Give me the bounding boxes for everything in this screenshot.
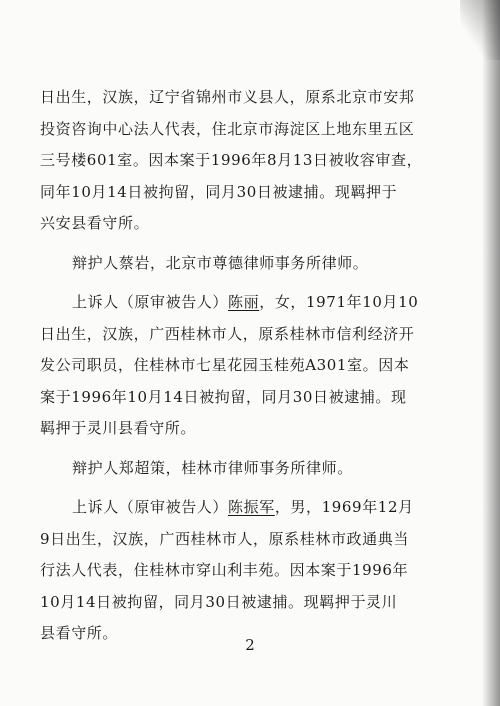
appellant-label: 上诉人（原审被告人） (72, 293, 229, 311)
text-line: 三号楼601室。因本案于1996年8月13日被收容审查， (40, 151, 423, 169)
page-corner-shadow (460, 0, 500, 60)
paragraph-defender-zheng (40, 453, 450, 485)
text-line: 日出生，汉族，广西桂林市人，原系桂林市信利经济开 (40, 324, 415, 343)
text-line: 案于1996年10月14日被拘留，同月30日被逮捕。现 (40, 387, 407, 406)
text-line: 辩护人蔡岩，北京市尊德律师事务所律师。 (72, 253, 369, 272)
page-number: 2 (245, 636, 255, 654)
appellant-details: ，男，1969年12月 (274, 498, 414, 516)
text-line: 10月14日被拘留，同月30日被逮捕。现羁押于灵川 (40, 592, 398, 611)
paragraph-defender-cai (40, 248, 450, 280)
page-edge-shadow (482, 0, 500, 706)
text-line: 投资咨询中心法人代表，住北京市海淀区上地东里五区 (40, 119, 415, 138)
text-line: 羁押于灵川县看守所。 (40, 419, 197, 437)
paragraph-defendant-continued (40, 82, 450, 240)
text-line: 日出生，汉族，辽宁省锦州市义县人，原系北京市安邦 (40, 88, 415, 106)
document-body (40, 82, 450, 650)
appellant-label: 上诉人（原审被告人） (72, 498, 229, 516)
text-line: 同年10月14日被拘留，同月30日被逮捕。现羁押于 (40, 182, 398, 201)
text-line-first (40, 287, 450, 319)
text-line: 9日出生，汉族，广西桂林市人，原系桂林市政通典当 (40, 529, 409, 548)
text-line-first (40, 492, 450, 524)
text-line: 发公司职员，住桂林市七星花园玉桂苑A301室。因本 (40, 356, 410, 374)
paragraph-appellant-chen-zhenjun (40, 492, 450, 650)
appellant-details: ，女，1971年10月10 (259, 293, 419, 311)
text-line: 县看守所。 (40, 624, 119, 642)
appellant-name: 陈振军 (228, 498, 275, 516)
paragraph-appellant-chen-li (40, 287, 450, 445)
text-line: 行法人代表，住桂林市穿山利丰苑。因本案于1996年 (40, 561, 409, 579)
text-line: 兴安县看守所。 (40, 214, 150, 232)
text-line: 辩护人郑超策，桂林市律师事务所律师。 (72, 458, 353, 477)
appellant-name: 陈丽 (228, 293, 260, 311)
